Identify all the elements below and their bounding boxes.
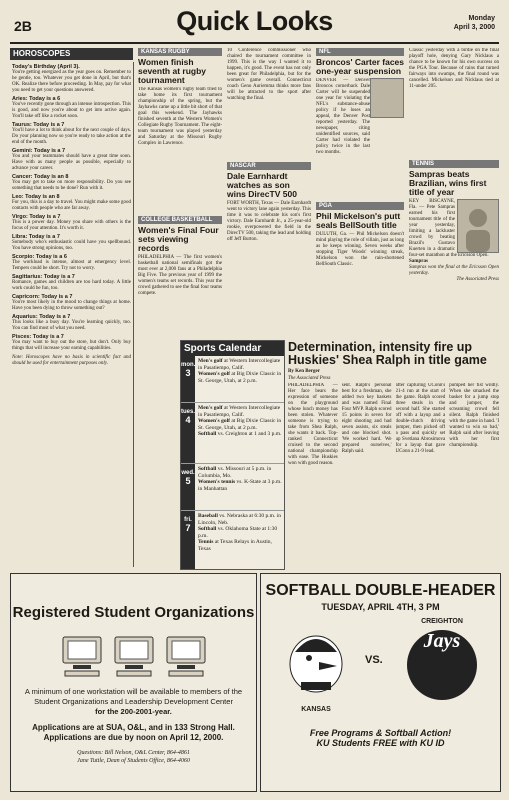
rso-ad-line3: Applications are at SUA, O&L, and in 133 Strong Hall. [32, 723, 235, 732]
nfl-headline: Broncos' Carter faces one-year suspension [316, 57, 404, 76]
basketball-body: PHILADELPHIA — The first women's basketball national semifinals got the most ever at 2,000 fans at a Philadelphia Big Five. The previous year of 1999 the women's teams set records. This year the crowd gathered to see the final four teams compete. [138, 255, 222, 296]
calendar-day-label [181, 464, 195, 510]
page-number: 2B [14, 18, 32, 34]
main-col-1: PHILADELPHIA — Her face bears the expression of someone on the playground whose lunch money has been stolen. Whatever someone is trying to take from Shea Ralph, she wants it back. Top-ranked Connecticut cruised to the second national championship with ease. The Huskies won with good reason. [288, 383, 338, 466]
horoscope-sign: Scorpio: Today is a 6 [12, 254, 67, 260]
nascar-body: FORT WORTH, Texas — Dale Earnhardt went to victory lane again yesterday. This time it was to celebrate his son's first victory. Dale Earnhardt Jr., a 25-year-old rookie, overpowered the field in the DirecTV 500, taking the lead and holding off Jeff Burton. [227, 201, 311, 242]
team1-name: KANSAS [301, 706, 331, 713]
calendar-event-detail: at Big Dixie Classic in St. George, Utah, at 2 p.m. [198, 418, 282, 431]
sampras-photo [457, 199, 499, 253]
calendar-day-row [181, 511, 284, 570]
calendar-event-detail: vs. Creighton at 1 and 3 p.m. [217, 431, 282, 437]
horoscopes-heading: HOROSCOPES [10, 48, 133, 60]
col5-body: Classic yesterday with a birdie on the final playoff hole, denying Gary Nicklaus a chance to be known for his own success on the PGA Tour. Because of rains that turned fairways into swamps, the final round was cancelled. Mickelson and Nicklaus tied at 11-under 205. [409, 48, 499, 89]
versus-label: VS. [365, 654, 383, 666]
tennis-section-label: TENNIS [409, 160, 499, 168]
basketball-headline: Women's Final Four sets viewing records [138, 225, 219, 253]
dateline-day: Monday [468, 15, 495, 22]
nfl-body: DENVER — Denver Broncos cornerback Dale Carter will be suspended one year for violating the NFL's substance-abuse policy if he loses an appeal, the Denver Post reported yesterday. The newspaper, citing unidentified sources, said Carter had violated the policy twice in the last two months. [316, 78, 370, 155]
calendar-event-title: Women's golf [198, 418, 230, 424]
calendar-event [198, 466, 282, 479]
calendar-event [198, 539, 282, 552]
dateline-date: April 3, 2000 [453, 24, 495, 31]
pga-headline: Phil Mickelson's putt seals BellSouth title [316, 211, 401, 230]
dateline [454, 14, 495, 32]
calendar-event-title: Softball [198, 526, 217, 532]
horoscope-text: You may want to buy out the store, but don't. Only buy things that will increase your earning capabilities. [12, 340, 131, 351]
calendar-event [198, 358, 282, 371]
horoscope-text: You're getting energized as the year goes on. Remember to be gentle, too. Whatever you get done in April, but that's OK. Realize there before proceeding. In May, pay for what you need to get your questions answered. [12, 70, 131, 93]
rugby-body: The Kansas women's rugby team tried to take home its first tournament championship of the spring, but the Jayhawks came up a little bit short of that goal this weekend. The Jayhawks finished seventh at the Western Women's Collegiate Rugby Tournament. The eight-team tournament was played yesterday and Saturday at the Missouri Rugby Complex in Lawrence. [138, 87, 222, 146]
pga-section-label: PGA [316, 202, 404, 210]
calendar-events [198, 466, 282, 492]
sports-calendar [180, 340, 285, 570]
horoscope-sign: Taurus: Today is a 7 [12, 122, 65, 128]
calendar-day-name: mon. [181, 362, 196, 368]
photo-credit: The Associated Press [456, 277, 499, 282]
horoscopes-column [10, 62, 134, 567]
horoscope-text: Romance, games and children are too hard today. A little work could be fun, too. [12, 280, 131, 291]
rugby-headline: Women finish seventh at rugby tournament [138, 57, 207, 85]
softball-ad-date: TUESDAY, APRIL 4TH, 3 PM [321, 602, 440, 612]
computer-icon [111, 635, 157, 677]
horoscope-sign: Aquarius: Today is a 7 [12, 314, 71, 320]
softball-ad-matchup [261, 618, 500, 728]
section-flag: Quick Looks [176, 6, 333, 36]
rso-ad-line4: Applications are due by noon on April 12, 2000. [43, 733, 224, 742]
calendar-event [198, 479, 282, 492]
briefs-column-4 [409, 48, 499, 338]
calendar-events [198, 513, 282, 552]
nfl-section-label: NFL [316, 48, 404, 56]
softball-ad-title: SOFTBALL DOUBLE-HEADER [265, 582, 496, 599]
briefs-column-1 [138, 48, 222, 338]
calendar-day-number: 3 [185, 368, 191, 378]
horoscope-sign: Capricorn: Today is a 7 [12, 294, 73, 300]
photo-caption-name: Sampras [409, 259, 428, 264]
pga-body: DULUTH, Ga. — Phil Mickelson doesn't mind playing the role of villain, just as long as he keeps winning. Seven weeks after stopping Tiger Woods' winning streak, Mickelson won the rain-shortened BellSouth Classic. [316, 232, 404, 267]
calendar-event-title: Tennis [198, 539, 214, 545]
portrait-icon [458, 200, 498, 252]
calendar-event-title: Men's golf [198, 405, 223, 411]
main-col-2: sent. Ralph's personal best for a freshman, she added two key baskets and was named Final Four MVP. Ralph scored 15 points in seven for eight shooting and had seven assists, six steals and one blocked shot. 'We worked hard. We prepared ourselves,' Ralph said. [341, 383, 392, 454]
horoscope-text: This is a power day. Money you share with others is the focus of your attention. It's worth it. [12, 220, 131, 231]
horoscope-sign: Today's Birthday (April 3). [12, 64, 80, 70]
tennis-body: KEY BISCAYNE, Fla. — Pete Sampras earned his first tournament title of the year yesterday, limiting a lackluster crowd by beating Brazil's Gustavo Kuerten in a dramatic four-set marathon at the Ericsson Open. [409, 199, 489, 258]
horoscope-note: Note: Horoscopes have no basis in scientific fact and should be used for entertainment purposes only. [12, 355, 131, 366]
calendar-events [198, 405, 282, 438]
horoscope-sign: Sagittarius: Today is a 7 [12, 274, 75, 280]
calendar-day-label [181, 356, 195, 402]
rugby-section-label: KANSAS RUGBY [138, 48, 222, 56]
horoscope-sign: Gemini: Today is a 7 [12, 148, 66, 154]
horoscope-sign: Aries: Today is a 6 [12, 96, 61, 102]
horoscope-text: You and your teammates should have a great time soon. Have with as many people as possible, especially to advance your career. [12, 154, 131, 171]
horoscope-text: The workload is intense, almost at emergency level. Tempers could be short. Try not to worry. [12, 260, 131, 271]
computer-icons [11, 635, 256, 677]
briefs-column-2 [227, 48, 311, 338]
main-story-columns [288, 383, 499, 553]
main-story [288, 340, 499, 568]
rso-ad-line2: for the 200-2001-year. [95, 707, 172, 716]
calendar-event [198, 431, 282, 438]
calendar-event-detail: vs. Oklahoma State at 1:30 p.m. [198, 526, 278, 539]
masthead [0, 0, 509, 42]
horoscope-text: You may get to take on more responsibility. Do you see something that needs to be done? Run with it. [12, 180, 131, 191]
calendar-day-row [181, 403, 284, 464]
horoscope-text: For you, this is a day to travel. You might make some good contacts with people who are far away. [12, 200, 131, 211]
horoscope-sign: Virgo: Today is a 7 [12, 214, 61, 220]
horoscope-text: Somebody who's enthusiastic could have you spellbound. You have strong opinions, too. [12, 240, 131, 251]
calendar-day-name: tues. [181, 409, 196, 415]
rso-ad-questions2: Jane Tuttle, Dean of Students Office, 864-4060 [77, 758, 190, 764]
calendar-event [198, 513, 282, 526]
horoscope-sign: Leo: Today is an 8 [12, 194, 60, 200]
basketball-section-label: COLLEGE BASKETBALL [138, 216, 222, 224]
calendar-day-number: 7 [185, 523, 191, 533]
calendar-event-title: Baseball [198, 513, 218, 519]
nascar-headline: Dale Earnhardt watches as son wins DirecTV 500 [227, 171, 297, 199]
main-byline: By Ken Berger [288, 369, 320, 374]
sports-calendar-rows [181, 356, 284, 570]
calendar-event-title: Softball [198, 466, 217, 472]
helmet-photo [370, 78, 404, 118]
computer-icon [163, 635, 209, 677]
horoscope-sign: Cancer: Today is an 8 [12, 174, 69, 180]
calendar-event-detail: vs. K-State at 3 p.m. in Manhattan [198, 479, 282, 492]
calendar-event-detail: at Big Dixie Classic in St. George, Utah, at 2 p.m. [198, 371, 282, 384]
horoscope-text: You'll have a lot to think about for the next couple of days. Do your planning now so you're ready to take action at the end of the month. [12, 128, 131, 145]
calendar-day-number: 4 [185, 415, 191, 425]
softball-advertisement [260, 573, 501, 792]
rso-advertisement [10, 573, 257, 792]
masthead-rule [10, 42, 499, 44]
calendar-events [198, 358, 282, 384]
horoscope-text: This looks like a busy day. You're learning quickly, too. You can find most of what you need. [12, 320, 131, 331]
calendar-event-detail: at Texas Relays in Austin, Texas [198, 539, 272, 552]
calendar-day-label [181, 403, 195, 463]
calendar-event-title: Softball [198, 431, 217, 437]
main-col-3: after capturing UConn's 21-4 run at the start of the game. Ralph scored three steals in the second half. She started off with a layup and a double-clutch driving jumper, then picked off a pass and quickly set up Svetlana Abrosimova for a layup that gave UConn a 21-9 lead. [395, 383, 446, 454]
calendar-event-detail: at Western Intercollegiate in Pasatiempo, Calif. [198, 358, 281, 371]
main-headline: Determination, intensity fire up Huskies' Shea Ralph in title game [288, 340, 487, 367]
calendar-day-name: wed. [181, 470, 195, 476]
calendar-event [198, 526, 282, 539]
rso-ad-line1: A minimum of one workstation will be available to members of the Student Organizations and Leadership Development Center [24, 687, 243, 706]
calendar-event-title: Women's tennis [198, 479, 236, 485]
calendar-event [198, 418, 282, 431]
main-col-4: pumped her fist wildly. When she smacked the basket for a jump stop and jumper, the screaming crowd fell silent. Ralph finished with the game in hand. 'I wanted to win so bad,' Ralph said after leaving with her first championship. [449, 383, 499, 448]
calendar-event [198, 371, 282, 384]
col3-body: 10 Conference commissioner who chaired the tournament committee in 1999. This is the way I wanted it to happen, it's good. The event has not only been great for Philadelphia, but for the women's game overall. Connecticut coach Geno Auriemma thinks more fans will be attracted to the sport after watching the final. [227, 48, 311, 101]
calendar-event-detail: vs. Missouri at 5 p.m. in Columbia, Mo. [198, 466, 272, 479]
calendar-event-detail: at Western Intercollegiate in Pasatiempo, Calif. [198, 405, 281, 418]
horoscope-sign: Pisces: Today is a 7 [12, 334, 64, 340]
horoscope-sign: Libra: Today is a 7 [12, 234, 60, 240]
horoscope-text: You're most likely in the mood to change things at home. Have you been dying to throw something out? [12, 300, 131, 311]
nascar-section-label: NASCAR [227, 162, 311, 170]
main-byline-org: The Associated Press [288, 376, 331, 381]
photo-caption: Sampras won the final at the Ericsson Open yesterday. [409, 265, 499, 276]
sports-calendar-heading: Sports Calendar [181, 341, 284, 356]
rso-ad-questions: Questions: Bill Nelson, O&L Center, 864-4861 [77, 750, 190, 756]
calendar-event [198, 405, 282, 418]
creighton-logo: Jays [407, 630, 477, 700]
calendar-day-label [181, 511, 195, 570]
softball-ad-line2: KU Students FREE with KU ID [316, 738, 445, 748]
calendar-event-detail: vs. Nebraska at 6:30 p.m. in Lincoln, Neb. [198, 513, 281, 526]
calendar-day-row [181, 464, 284, 511]
calendar-day-row [181, 356, 284, 403]
softball-ad-line1: Free Programs & Softball Action! [309, 728, 452, 738]
tennis-headline: Sampras beats Brazilian, wins first title of year [409, 169, 487, 197]
horoscope-text: You've recently gone through an intense introspection. This is good, and now you're about to get into active again. You'll take off like a rocket soon. [12, 102, 131, 119]
calendar-day-number: 5 [185, 476, 191, 486]
rso-ad-title: Registered Student Organizations [12, 604, 255, 621]
team2-name: CREIGHTON [421, 618, 463, 625]
calendar-day-name: fri. [184, 517, 192, 523]
jayhawk-logo-icon [281, 622, 351, 702]
computer-icon [59, 635, 105, 677]
calendar-event-title: Women's golf [198, 371, 230, 377]
briefs-column-3 [316, 48, 404, 338]
calendar-event-title: Men's golf [198, 358, 223, 364]
